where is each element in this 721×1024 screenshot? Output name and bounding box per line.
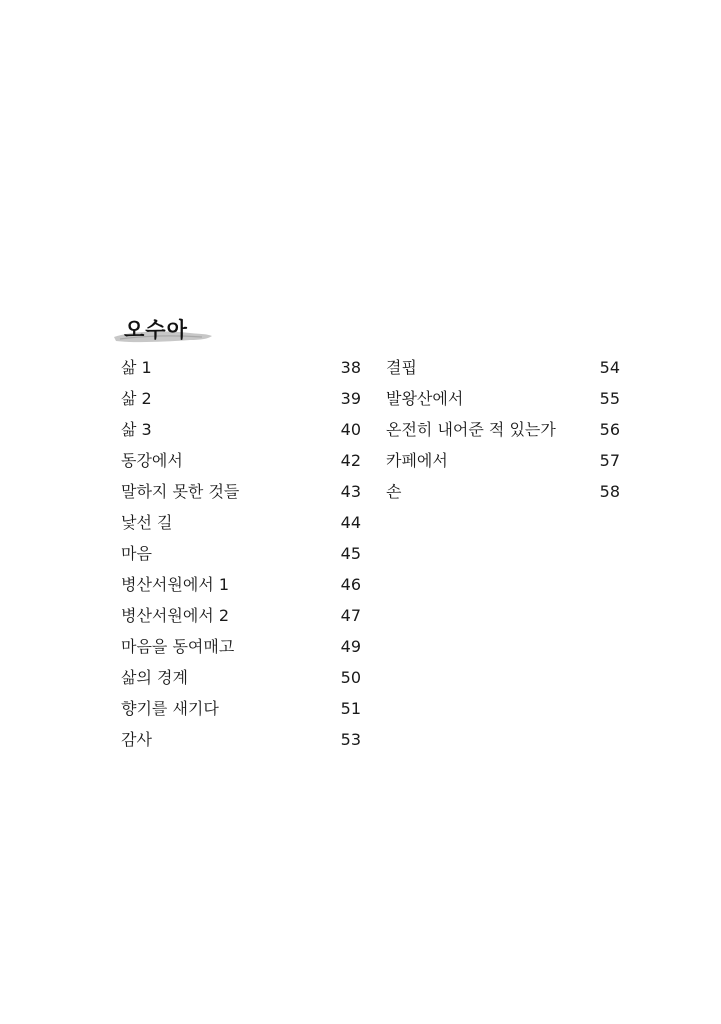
toc-entry[interactable] [386, 383, 620, 414]
toc-entry-page: 42 [340, 451, 361, 470]
toc-entry-title: 삶 1 [121, 358, 152, 377]
toc-entry-title: 병산서원에서 1 [121, 575, 230, 594]
toc-column-left [121, 352, 361, 755]
toc-entry[interactable] [121, 569, 361, 600]
toc-entry-page: 55 [599, 389, 620, 408]
toc-entry-title: 마음 [121, 544, 152, 563]
toc-entry[interactable] [121, 352, 361, 383]
toc-entry[interactable] [386, 476, 620, 507]
toc-entry-page: 38 [340, 358, 361, 377]
toc-entry-page: 49 [340, 637, 361, 656]
toc-entry-page: 40 [340, 420, 361, 439]
toc-entry-title: 마음을 동여매고 [121, 637, 235, 656]
toc-entry[interactable] [121, 476, 361, 507]
toc-entry[interactable] [386, 445, 620, 476]
toc-entry[interactable] [121, 383, 361, 414]
toc-column-right [386, 352, 620, 507]
toc-entry-page: 53 [340, 730, 361, 749]
toc-entry[interactable] [121, 600, 361, 631]
toc-entry-page: 58 [599, 482, 620, 501]
toc-entry-page: 43 [340, 482, 361, 501]
toc-entry-title: 결핍 [386, 358, 417, 377]
toc-entry-title: 삶 3 [121, 420, 152, 439]
toc-entry-page: 44 [340, 513, 361, 532]
toc-entry-page: 51 [340, 699, 361, 718]
toc-entry[interactable] [121, 507, 361, 538]
toc-entry[interactable] [121, 538, 361, 569]
toc-entry-page: 47 [340, 606, 361, 625]
toc-entry-title: 온전히 내어준 적 있는가 [386, 420, 556, 439]
toc-entry[interactable] [121, 445, 361, 476]
toc-entry-page: 56 [599, 420, 620, 439]
section-header [112, 308, 222, 348]
toc-entry[interactable] [121, 662, 361, 693]
toc-entry-title: 향기를 새기다 [121, 699, 219, 718]
toc-entry-page: 39 [340, 389, 361, 408]
toc-entry-page: 54 [599, 358, 620, 377]
toc-entry-title: 말하지 못한 것들 [121, 482, 240, 501]
toc-entry-title: 병산서원에서 2 [121, 606, 230, 625]
toc-entry[interactable] [121, 414, 361, 445]
toc-entry-page: 45 [340, 544, 361, 563]
toc-entry[interactable] [121, 631, 361, 662]
toc-entry-title: 삶의 경계 [121, 668, 188, 687]
toc-entry[interactable] [386, 352, 620, 383]
toc-entry-page: 46 [340, 575, 361, 594]
toc-entry[interactable] [386, 414, 620, 445]
toc-entry-title: 삶 2 [121, 389, 152, 408]
toc-entry-page: 57 [599, 451, 620, 470]
toc-entry-title: 손 [386, 482, 402, 501]
toc-entry-title: 카페에서 [386, 451, 448, 470]
toc-entry-title: 동강에서 [121, 451, 183, 470]
section-title: 오수아 [124, 318, 188, 342]
toc-entry-page: 50 [340, 668, 361, 687]
toc-entry-title: 발왕산에서 [386, 389, 464, 408]
toc-entry-title: 낯선 길 [121, 513, 173, 532]
toc-entry-title: 감사 [121, 730, 152, 749]
toc-entry[interactable] [121, 724, 361, 755]
toc-entry[interactable] [121, 693, 361, 724]
